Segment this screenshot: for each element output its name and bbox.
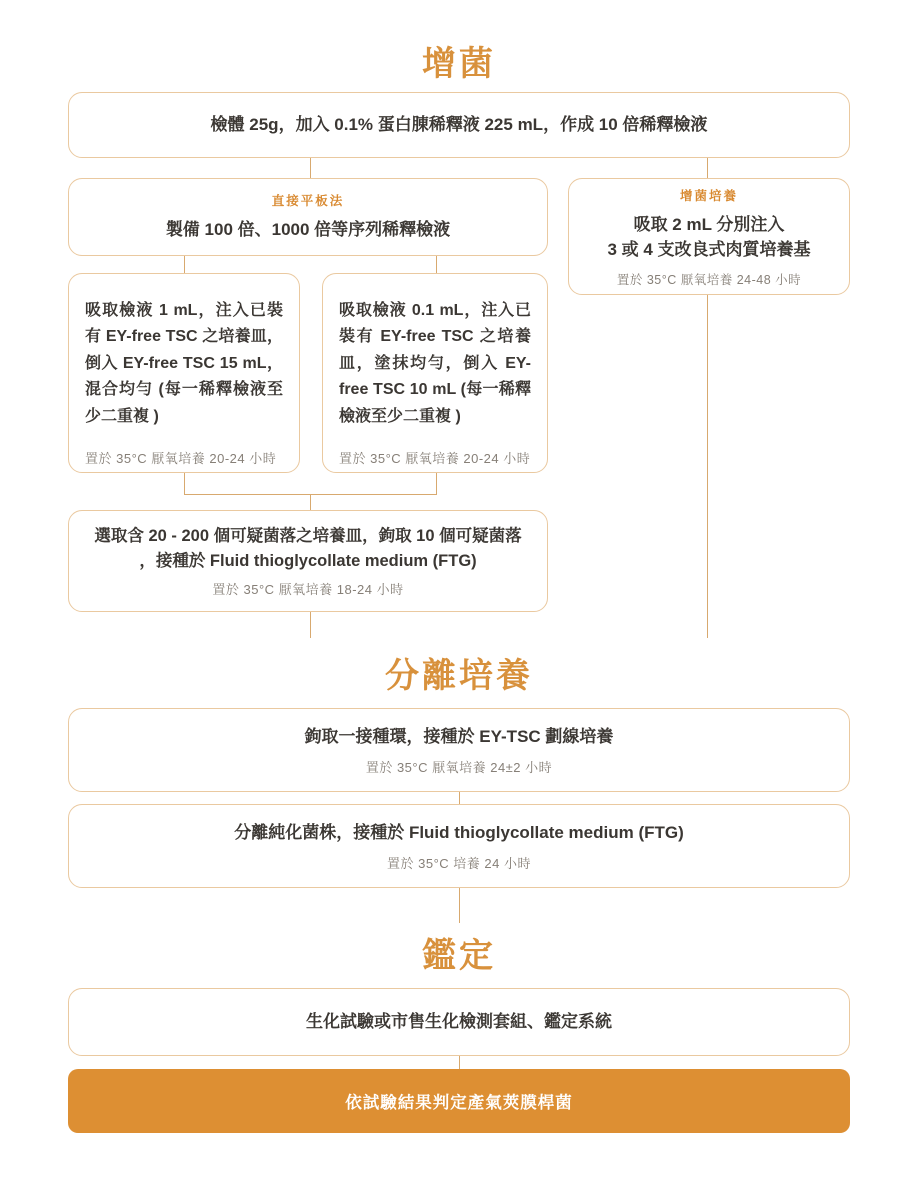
- streak-culture-box: [68, 708, 850, 792]
- biochem-test-box: [68, 988, 850, 1056]
- sample-dilution-text: 檢體 25g，加入 0.1% 蛋白腖稀釋液 225 mL，作成 10 倍稀釋檢液: [210, 115, 708, 135]
- direct-plate-box: [68, 178, 548, 256]
- pour-plate-box: [68, 273, 300, 473]
- result-text: 依試驗結果判定產氣莢膜桿菌: [345, 1094, 573, 1112]
- connector-line: [184, 256, 185, 273]
- connector-line: [707, 158, 708, 178]
- enrichment-culture-label: 增菌培養: [679, 188, 738, 203]
- purify-strain-note: 置於 35°C 培養 24 小時: [387, 855, 531, 871]
- enrichment-culture-text-line1: 吸取 2 mL 分別注入: [633, 214, 785, 234]
- connector-line: [459, 888, 460, 923]
- connector-line: [436, 256, 437, 273]
- direct-plate-label: 直接平板法: [271, 194, 345, 209]
- direct-plate-text: 製備 100 倍、1000 倍等序列稀釋檢液: [165, 220, 451, 240]
- result-box: [68, 1069, 850, 1133]
- pour-plate-text: 吸取檢液 1 mL，注入已裝有 EY-free TSC 之培養皿，倒入 EY-free TSC 15 mL，混合均勻 (每一稀釋檢液至少二重複 ): [85, 302, 283, 425]
- sample-dilution-box: [68, 92, 850, 158]
- enrichment-culture-box: [568, 178, 850, 295]
- connector-line: [310, 612, 311, 638]
- select-colony-text-line2: ，接種於 Fluid thioglycollate medium (FTG): [139, 551, 477, 570]
- connector-line: [310, 494, 311, 510]
- purify-strain-box: [68, 804, 850, 888]
- pour-plate-note: 置於 35°C 厭氧培養 20-24 小時: [85, 450, 277, 466]
- connector-line: [459, 792, 460, 804]
- connector-line: [310, 158, 311, 178]
- enrichment-culture-text-line2: 3 或 4 支改良式肉質培養基: [607, 240, 811, 259]
- section-title-isolation: 分離培養: [385, 656, 533, 696]
- connector-line: [459, 1056, 460, 1069]
- select-colony-box: [68, 510, 548, 612]
- select-colony-note: 置於 35°C 厭氧培養 18-24 小時: [212, 582, 404, 598]
- purify-strain-text: 分離純化菌株，接種於 Fluid thioglycollate medium (FTG): [234, 823, 684, 843]
- streak-culture-note: 置於 35°C 厭氧培養 24±2 小時: [365, 759, 553, 775]
- connector-line: [436, 473, 437, 494]
- connector-line: [707, 295, 708, 638]
- enrichment-culture-note: 置於 35°C 厭氧培養 24-48 小時: [616, 272, 802, 287]
- biochem-test-text: 生化試驗或市售生化檢測套組、鑑定系統: [306, 1012, 612, 1032]
- select-colony-text-line1: 選取含 20 - 200 個可疑菌落之培養皿，鉤取 10 個可疑菌落: [94, 526, 522, 545]
- spread-plate-box: [322, 273, 548, 473]
- section-title-enrichment: 增菌: [422, 44, 496, 84]
- section-title-identification: 鑑定: [422, 936, 496, 976]
- spread-plate-text: 吸取檢液 0.1 mL，注入已裝有 EY-free TSC 之培養皿，塗抹均勻，倒入 EY-free TSC 10 mL (每一稀釋檢液至少二重複 ): [339, 302, 531, 425]
- streak-culture-text: 鉤取一接種環，接種於 EY-TSC 劃線培養: [304, 727, 614, 747]
- spread-plate-note: 置於 35°C 厭氧培養 20-24 小時: [339, 450, 531, 466]
- connector-line: [184, 473, 185, 494]
